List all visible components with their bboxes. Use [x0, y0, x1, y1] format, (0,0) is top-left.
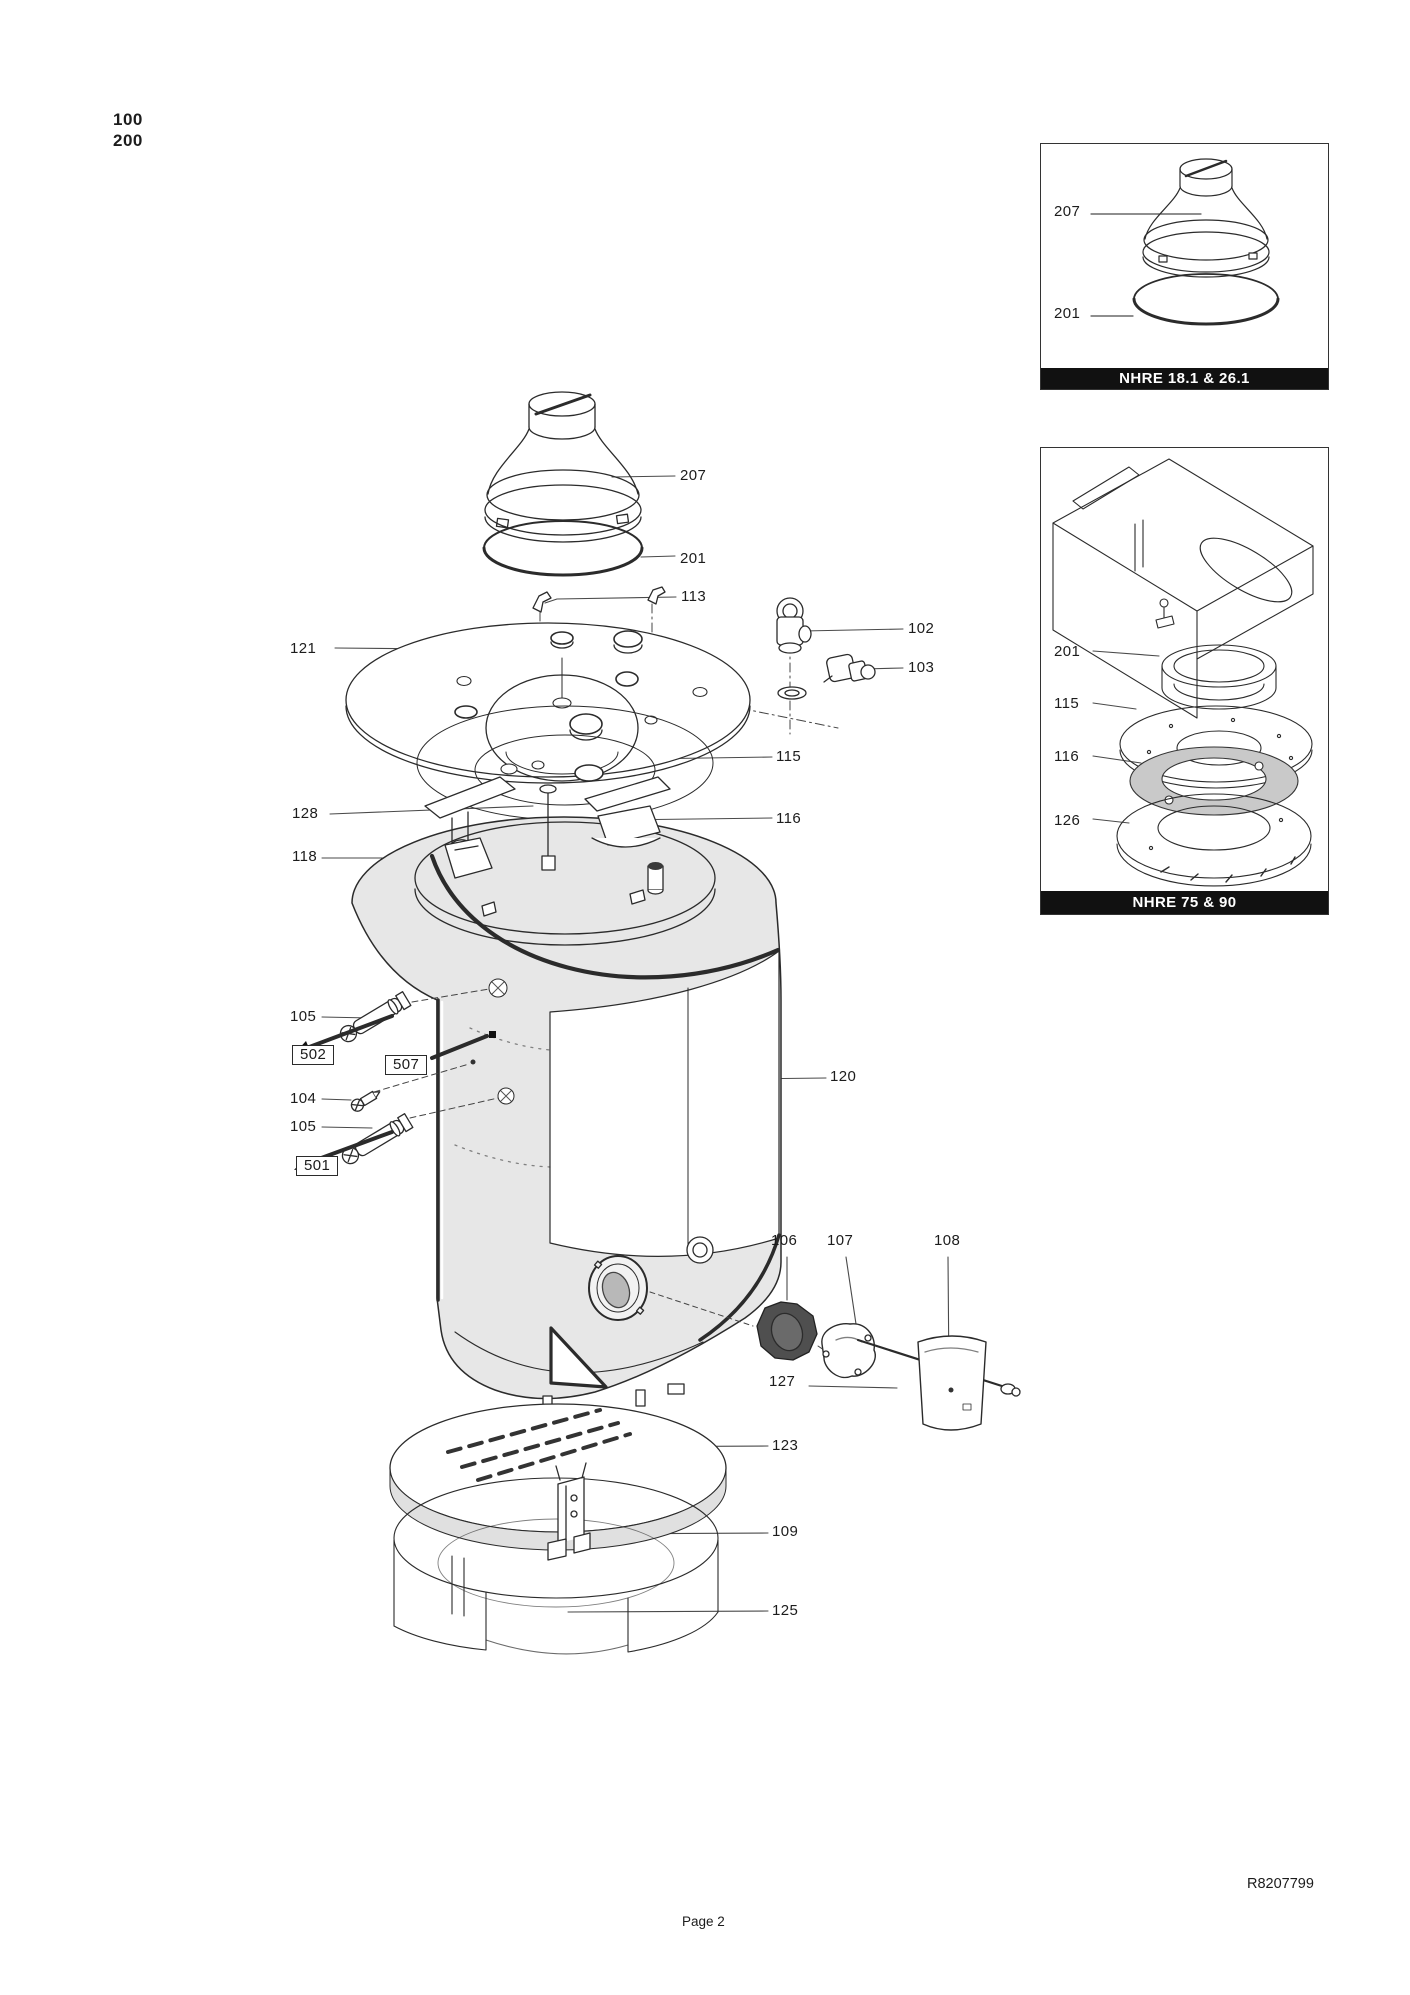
duct-bolt: [1156, 599, 1174, 628]
vent-dome-201: [484, 521, 642, 575]
pilot-hole: [687, 1237, 713, 1263]
part-label-102: 102: [908, 620, 935, 637]
anode-rod-105-lower: [339, 1114, 412, 1167]
part-label-105: 105: [290, 1118, 317, 1135]
part-label-109: 109: [772, 1523, 799, 1540]
model-number-100: 100: [113, 110, 143, 129]
valve-103: [824, 654, 875, 683]
part-label-120: 120: [830, 1068, 857, 1085]
blower-duct: [1053, 459, 1313, 718]
page-number: Page 2: [682, 1914, 725, 1929]
part-label-201: 201: [680, 550, 707, 567]
part-label-201: 201: [1054, 643, 1081, 660]
tank-body-120: [352, 817, 781, 1414]
part-label-125: 125: [772, 1602, 799, 1619]
part-label-116: 116: [776, 810, 802, 827]
sight-glass-cover-107: [822, 1324, 875, 1378]
part-label-105: 105: [290, 1008, 317, 1025]
inset1-caption: NHRE 18.1 & 26.1: [1041, 368, 1328, 389]
sight-glass-viewport: [589, 1256, 647, 1320]
part-label-107: 107: [827, 1232, 854, 1249]
part-label-115: 115: [1054, 695, 1080, 712]
clips-113: [533, 587, 665, 612]
draft-hood-207: [485, 392, 641, 542]
part-label-108: 108: [934, 1232, 961, 1249]
part-label-118: 118: [292, 848, 318, 865]
part-label-121: 121: [290, 640, 317, 657]
part-label-207: 207: [680, 467, 707, 484]
burner-door-gasket-106: [757, 1302, 817, 1360]
gasket-ring-116: [1130, 747, 1298, 815]
part-label-201: 201: [1054, 305, 1081, 322]
part-label-207: 207: [1054, 203, 1081, 220]
inset-nhre-18-26: [1040, 143, 1329, 390]
part-label-501: 501: [296, 1156, 338, 1176]
part-label-104: 104: [290, 1090, 317, 1107]
anode-rod-105-upper: [337, 992, 410, 1045]
inset-nhre-75-90: [1040, 447, 1329, 915]
part-label-123: 123: [772, 1437, 799, 1454]
part-label-106: 106: [771, 1232, 798, 1249]
inset1-drawing: [1041, 144, 1328, 368]
model-number-200: 200: [113, 131, 143, 150]
part-label-128: 128: [292, 805, 319, 822]
inset2-caption: NHRE 75 & 90: [1041, 891, 1328, 914]
part-label-502: 502: [292, 1045, 334, 1065]
part-label-507: 507: [385, 1055, 427, 1075]
inset2-drawing: [1041, 448, 1328, 891]
part-label-115: 115: [776, 748, 802, 765]
part-label-127: 127: [769, 1373, 796, 1390]
collar-201: [1162, 645, 1276, 709]
access-plate-108: [918, 1336, 986, 1430]
document-number: R8207799: [1247, 1876, 1314, 1892]
fitting-102: [777, 598, 811, 699]
part-label-126: 126: [1054, 812, 1081, 829]
part-label-113: 113: [681, 588, 707, 605]
part-label-103: 103: [908, 659, 935, 676]
part-label-116: 116: [1054, 748, 1080, 765]
flange-disk-115: [346, 623, 750, 783]
